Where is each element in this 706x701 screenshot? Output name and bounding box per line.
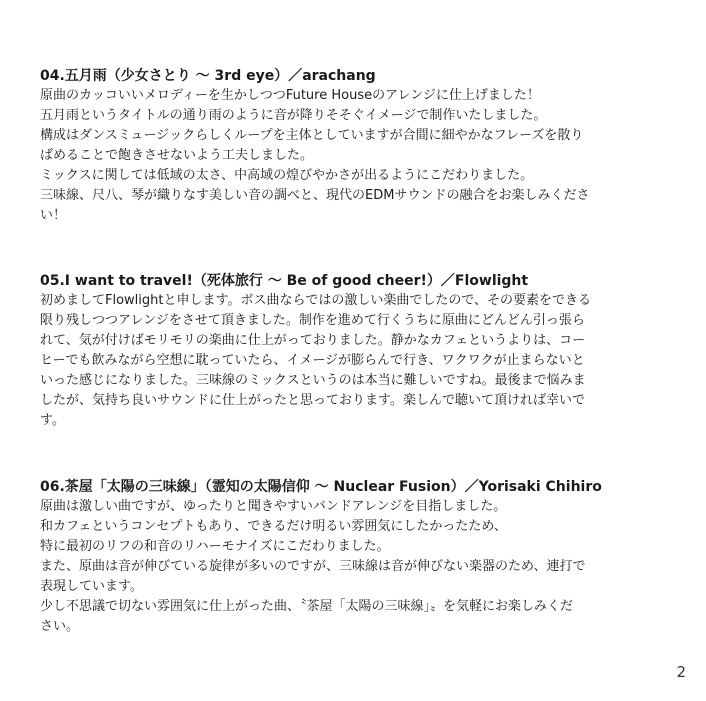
- text-line: 原曲のカッコいいメロディーを生かしつつFuture Houseのアレンジに仕上げました！: [40, 88, 540, 103]
- text-line: 特に最初のリフの和音のリハーモナイズにこだわりました。: [40, 539, 390, 554]
- text-line: 少し不思議で切ない雰囲気に仕上がった曲、〝茶屋「太陽の三味線」〟を気軽にお楽しみくだ: [40, 599, 574, 614]
- track-heading: 04.五月雨（少女さとり ～ 3rd eye）／arachang: [40, 68, 376, 84]
- text-line: 構成はダンスミュージックらしくループを主体としていますが合間に細やかなフレーズを散り: [40, 128, 584, 143]
- track-heading: 06.茶屋「太陽の三味線」（霊知の太陽信仰 ～ Nuclear Fusion）／Yorisaki Chihiro: [40, 479, 602, 495]
- text-line: 三味線、尺八、琴が織りなす美しい音の調べと、現代のEDMサウンドの融合をお楽しみくださ: [40, 188, 590, 203]
- text-line: 五月雨というタイトルの通り雨のように音が降りそそぐイメージで制作いたしました。: [40, 108, 547, 123]
- text-line: ヒーでも飲みながら空想に耽っていたら、イメージが膨らんで行き、ワクワクが止まらないと: [40, 353, 585, 368]
- text-line: ばめることで飽きさせないよう工夫しました。: [40, 148, 314, 163]
- text-line: 初めましてFlowlightと申します。ボス曲ならではの激しい楽曲でしたので、その要素をできる: [40, 293, 592, 308]
- text-line: さい。: [40, 619, 80, 634]
- text-line: す。: [40, 413, 65, 428]
- text-line: したが、気持ち良いサウンドに仕上がったと思っております。楽しんで聴いて頂ければ幸いで: [40, 393, 585, 408]
- text-line: 原曲は激しい曲ですが、ゆったりと聞きやすいバンドアレンジを目指しました。: [40, 499, 507, 514]
- text-line: 表現しています。: [40, 579, 143, 594]
- track-notes-06: [40, 477, 670, 637]
- text-line: ミックスに関しては低域の太さ、中高域の煌びやかさが出るようにこだわりました。: [40, 168, 534, 183]
- text-line: 限り残しつつアレンジをさせて頂きました。制作を進めて行くうちに原曲にどんどん引っ張ら: [40, 313, 585, 328]
- text-line: 和カフェというコンセプトもあり、できるだけ明るい雰囲気にしたかったため、: [40, 519, 507, 534]
- page-number: 2: [676, 663, 686, 681]
- text-line: れて、気が付けばモリモリの楽曲に仕上がっておりました。静かなカフェというよりは、コー: [40, 333, 586, 348]
- track-heading: 05.I want to travel!（死体旅行 ～ Be of good cheer!）／Flowlight: [40, 273, 529, 289]
- text-line: い！: [40, 208, 67, 223]
- track-notes-04: [40, 66, 670, 226]
- text-line: いった感じになりました。三味線のミックスというのは本当に難しいですね。最後まで悩みま: [40, 373, 586, 388]
- track-notes-05: [40, 271, 670, 431]
- text-line: また、原曲は音が伸びている旋律が多いのですが、三味線は音が伸びない楽器のため、連打で: [40, 559, 586, 574]
